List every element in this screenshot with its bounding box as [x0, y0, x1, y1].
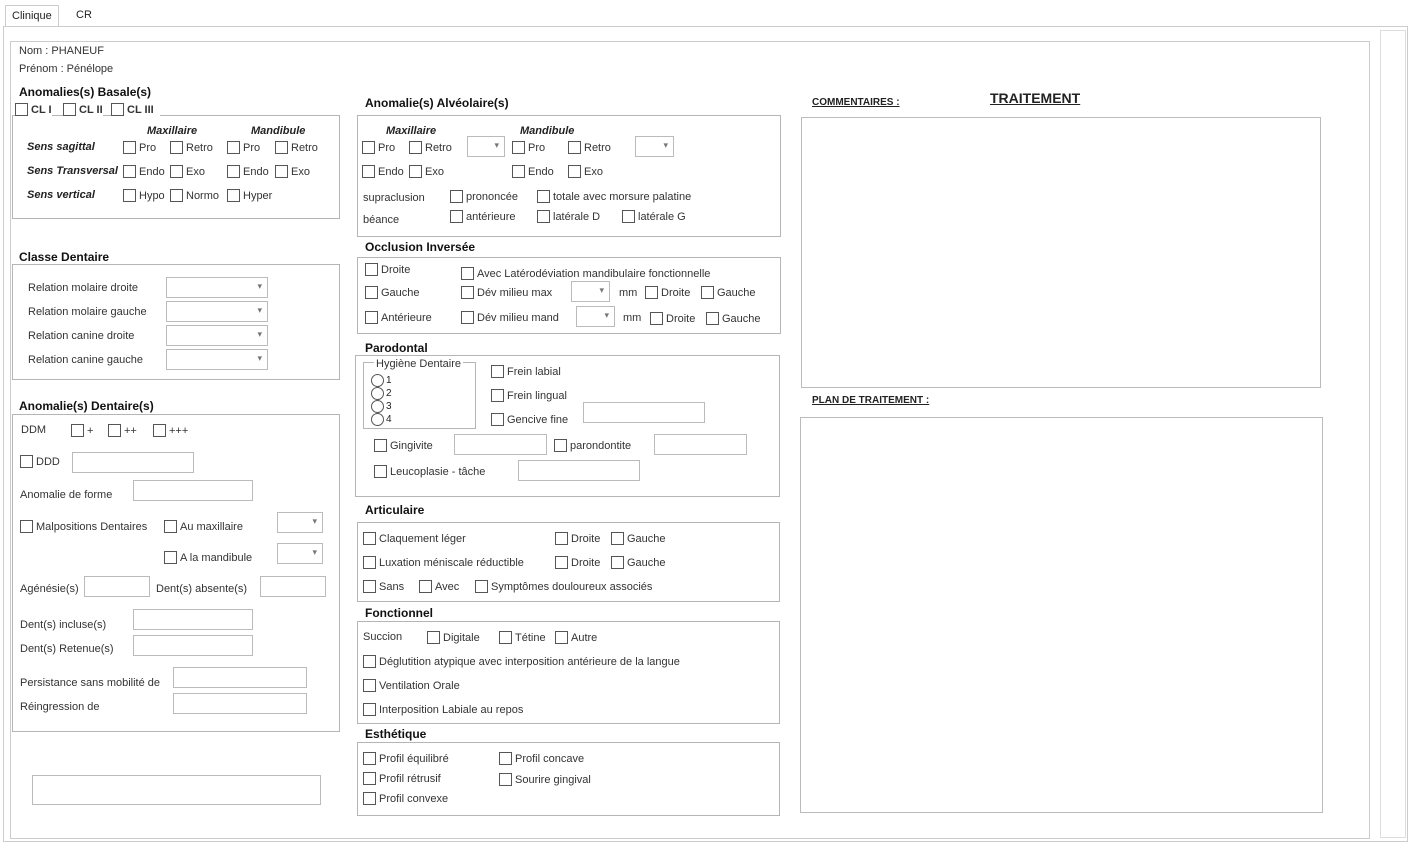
beance-laterale-d[interactable]: latérale D	[537, 210, 600, 223]
dev-milieu-max[interactable]: Dév milieu max	[461, 286, 552, 299]
classe-title: Classe Dentaire	[19, 250, 110, 264]
dev-max-droite[interactable]: Droite	[645, 286, 690, 299]
ddm-plus[interactable]: +	[71, 424, 93, 437]
parodontite[interactable]: parondontite	[554, 439, 631, 452]
fonctionnel-title: Fonctionnel	[365, 606, 433, 620]
canine-gauche-select[interactable]	[166, 349, 268, 370]
dev-mand-select[interactable]	[576, 306, 615, 327]
au-maxillaire-checkbox[interactable]: Au maxillaire	[164, 520, 243, 533]
forme-input[interactable]	[133, 480, 253, 501]
articulaire-sans[interactable]: Sans	[363, 580, 404, 593]
alv-mandibule: Mandibule	[520, 125, 575, 137]
basale-maxillaire: Maxillaire	[147, 125, 198, 137]
sourire-gingival[interactable]: Sourire gingival	[499, 773, 591, 786]
occl-gauche[interactable]: Gauche	[365, 286, 420, 299]
plan-label: PLAN DE TRAITEMENT :	[812, 395, 930, 406]
a-la-mandibule-select[interactable]	[277, 543, 323, 564]
frein-labial[interactable]: Frein labial	[491, 365, 561, 378]
reingression-input[interactable]	[173, 693, 307, 714]
ddd-checkbox[interactable]: DDD	[20, 455, 60, 468]
occl-droite[interactable]: Droite	[365, 263, 410, 276]
traitement-title: TRAITEMENT	[990, 90, 1081, 106]
alv-mand-pro[interactable]: Pro	[512, 141, 545, 154]
commentaires-label: COMMENTAIRES :	[812, 97, 900, 108]
incluse-input[interactable]	[133, 609, 253, 630]
supraclusion-label: supraclusion	[363, 192, 425, 204]
occlusion-title: Occlusion Inversée	[365, 240, 476, 254]
ddm-plus2[interactable]: ++	[108, 424, 137, 437]
tab-cr[interactable]: CR	[76, 9, 92, 21]
alveolaire-title: Anomalie(s) Alvéolaire(s)	[365, 96, 509, 110]
tab-strip	[0, 0, 1412, 27]
molaire-gauche-label: Relation molaire gauche	[28, 306, 147, 318]
alv-mand-retro[interactable]: Retro	[568, 141, 611, 154]
forme-label: Anomalie de forme	[20, 489, 113, 501]
dev-mand-gauche[interactable]: Gauche	[706, 312, 761, 325]
vertical-hyper[interactable]: Hyper	[227, 189, 272, 202]
plan-textarea[interactable]	[800, 417, 1323, 813]
interposition[interactable]: Interposition Labiale au repos	[363, 703, 523, 716]
basale-title: Anomalies(s) Basale(s)	[19, 85, 152, 99]
ventilation[interactable]: Ventilation Orale	[363, 679, 460, 692]
gencive-input[interactable]	[583, 402, 705, 423]
parodontal-title: Parodontal	[365, 341, 428, 355]
commentaires-textarea[interactable]	[801, 117, 1321, 388]
a-la-mandibule-checkbox[interactable]: A la mandibule	[164, 551, 252, 564]
persistance-input[interactable]	[173, 667, 307, 688]
beance-label: béance	[363, 214, 400, 226]
agenesie-label: Agénésie(s)	[20, 583, 79, 595]
incluse-label: Dent(s) incluse(s)	[20, 619, 107, 631]
molaire-gauche-select[interactable]	[166, 301, 268, 322]
molaire-droite-label: Relation molaire droite	[28, 282, 139, 294]
claquement-gauche[interactable]: Gauche	[611, 532, 666, 545]
occl-anterieure[interactable]: Antérieure	[365, 311, 432, 324]
transv-mand-exo[interactable]: Exo	[275, 165, 310, 178]
sagittal-max-pro[interactable]: Pro	[123, 141, 156, 154]
alv-maxillaire: Maxillaire	[386, 125, 437, 137]
dev-milieu-mand[interactable]: Dév milieu mand	[461, 311, 559, 324]
supra-prononcee[interactable]: prononcée	[450, 190, 518, 203]
hygiene-2[interactable]: 2	[371, 387, 392, 400]
articulaire-title: Articulaire	[365, 503, 425, 517]
dev-mand-mm: mm	[623, 312, 642, 324]
leucoplasie-input[interactable]	[518, 460, 640, 481]
retenue-label: Dent(s) Retenue(s)	[20, 643, 114, 655]
parodontite-input[interactable]	[654, 434, 747, 455]
sens-sagittal: Sens sagittal	[27, 141, 95, 153]
scrollbar[interactable]	[1380, 30, 1406, 838]
vertical-hypo[interactable]: Hypo	[123, 189, 165, 202]
beance-laterale-g[interactable]: latérale G	[622, 210, 686, 223]
alv-mand-exo[interactable]: Exo	[568, 165, 603, 178]
gingivite[interactable]: Gingivite	[374, 439, 433, 452]
persistance-label: Persistance sans mobilité de	[20, 677, 161, 689]
sens-vertical: Sens vertical	[27, 189, 95, 201]
hygiene-1[interactable]: 1	[371, 374, 392, 387]
beance-anterieure[interactable]: antérieure	[450, 210, 516, 223]
deglutition[interactable]: Déglutition atypique avec interposition antérieure de la langue	[363, 655, 680, 668]
succion-autre[interactable]: Autre	[555, 631, 597, 644]
hygiene-3[interactable]: 3	[371, 400, 392, 413]
dev-max-mm: mm	[619, 287, 638, 299]
retenue-input[interactable]	[133, 635, 253, 656]
luxation-gauche[interactable]: Gauche	[611, 556, 666, 569]
malpositions-checkbox[interactable]: Malpositions Dentaires	[20, 520, 147, 533]
articulaire-avec[interactable]: Avec	[419, 580, 459, 593]
tab-clinique[interactable]: Clinique	[5, 5, 59, 26]
cl3-checkbox[interactable]: CL III	[111, 103, 160, 116]
dentaire-title: Anomalie(s) Dentaire(s)	[19, 399, 154, 413]
sagittal-mand-pro[interactable]: Pro	[227, 141, 260, 154]
vertical-normo[interactable]: Normo	[170, 189, 219, 202]
profil-equilibre[interactable]: Profil équilibré	[363, 752, 449, 765]
dev-max-gauche[interactable]: Gauche	[701, 286, 756, 299]
hygiene-4[interactable]: 4	[371, 413, 392, 426]
occl-laterodeviation[interactable]: Avec Latérodéviation mandibulaire fonctionnelle	[461, 267, 710, 280]
symptomes[interactable]: Symptômes douloureux associés	[475, 580, 652, 593]
hygiene-label: Hygiène Dentaire	[376, 358, 461, 370]
agenesie-input[interactable]	[84, 576, 150, 597]
basale-mandibule: Mandibule	[251, 125, 306, 137]
frein-lingual[interactable]: Frein lingual	[491, 389, 567, 402]
alv-max-exo[interactable]: Exo	[409, 165, 444, 178]
sagittal-mand-retro[interactable]: Retro	[275, 141, 318, 154]
alv-max-select[interactable]	[467, 136, 505, 157]
au-maxillaire-select[interactable]	[277, 512, 323, 533]
profil-retrusif[interactable]: Profil rétrusif	[363, 772, 441, 785]
succion-digitale[interactable]: Digitale	[427, 631, 480, 644]
gingivite-input[interactable]	[454, 434, 547, 455]
leucoplasie[interactable]: Leucoplasie - tâche	[374, 465, 485, 478]
supra-totale[interactable]: totale avec morsure palatine	[537, 190, 691, 203]
patient-prenom: Prénom : Pénélope	[19, 63, 114, 75]
gencive-fine[interactable]: Gencive fine	[491, 413, 568, 426]
patient-nom: Nom : PHANEUF	[19, 45, 104, 57]
claquement-droite[interactable]: Droite	[555, 532, 600, 545]
esthetique-title: Esthétique	[365, 727, 427, 741]
dev-max-select[interactable]	[571, 281, 610, 302]
canine-droite-label: Relation canine droite	[28, 330, 135, 342]
succion-tetine[interactable]: Tétine	[499, 631, 546, 644]
transv-max-exo[interactable]: Exo	[170, 165, 205, 178]
succion-label: Succion	[363, 631, 403, 643]
canine-droite-select[interactable]	[166, 325, 268, 346]
sens-transversal: Sens Transversal	[27, 165, 118, 177]
molaire-droite-select[interactable]	[166, 277, 268, 298]
profil-concave[interactable]: Profil concave	[499, 752, 584, 765]
absente-label: Dent(s) absente(s)	[156, 583, 248, 595]
reingression-label: Réingression de	[20, 701, 100, 713]
absente-input[interactable]	[260, 576, 326, 597]
ddd-input[interactable]	[72, 452, 194, 473]
dev-mand-droite[interactable]: Droite	[650, 312, 695, 325]
transv-mand-endo[interactable]: Endo	[227, 165, 269, 178]
alv-max-retro[interactable]: Retro	[409, 141, 452, 154]
alv-max-pro[interactable]: Pro	[362, 141, 395, 154]
transv-max-endo[interactable]: Endo	[123, 165, 165, 178]
luxation-droite[interactable]: Droite	[555, 556, 600, 569]
alv-mand-select[interactable]	[635, 136, 674, 157]
alv-mand-endo[interactable]: Endo	[512, 165, 554, 178]
profil-convexe[interactable]: Profil convexe	[363, 792, 448, 805]
bottom-input[interactable]	[32, 775, 321, 805]
ddm-label: DDM	[21, 424, 47, 436]
sagittal-max-retro[interactable]: Retro	[170, 141, 213, 154]
cl1-checkbox[interactable]: CL I	[15, 103, 52, 116]
luxation[interactable]: Luxation méniscale réductible	[363, 556, 524, 569]
alv-max-endo[interactable]: Endo	[362, 165, 404, 178]
claquement[interactable]: Claquement léger	[363, 532, 466, 545]
ddm-plus3[interactable]: +++	[153, 424, 188, 437]
cl2-checkbox[interactable]: CL II	[63, 103, 103, 116]
canine-gauche-label: Relation canine gauche	[28, 354, 143, 366]
